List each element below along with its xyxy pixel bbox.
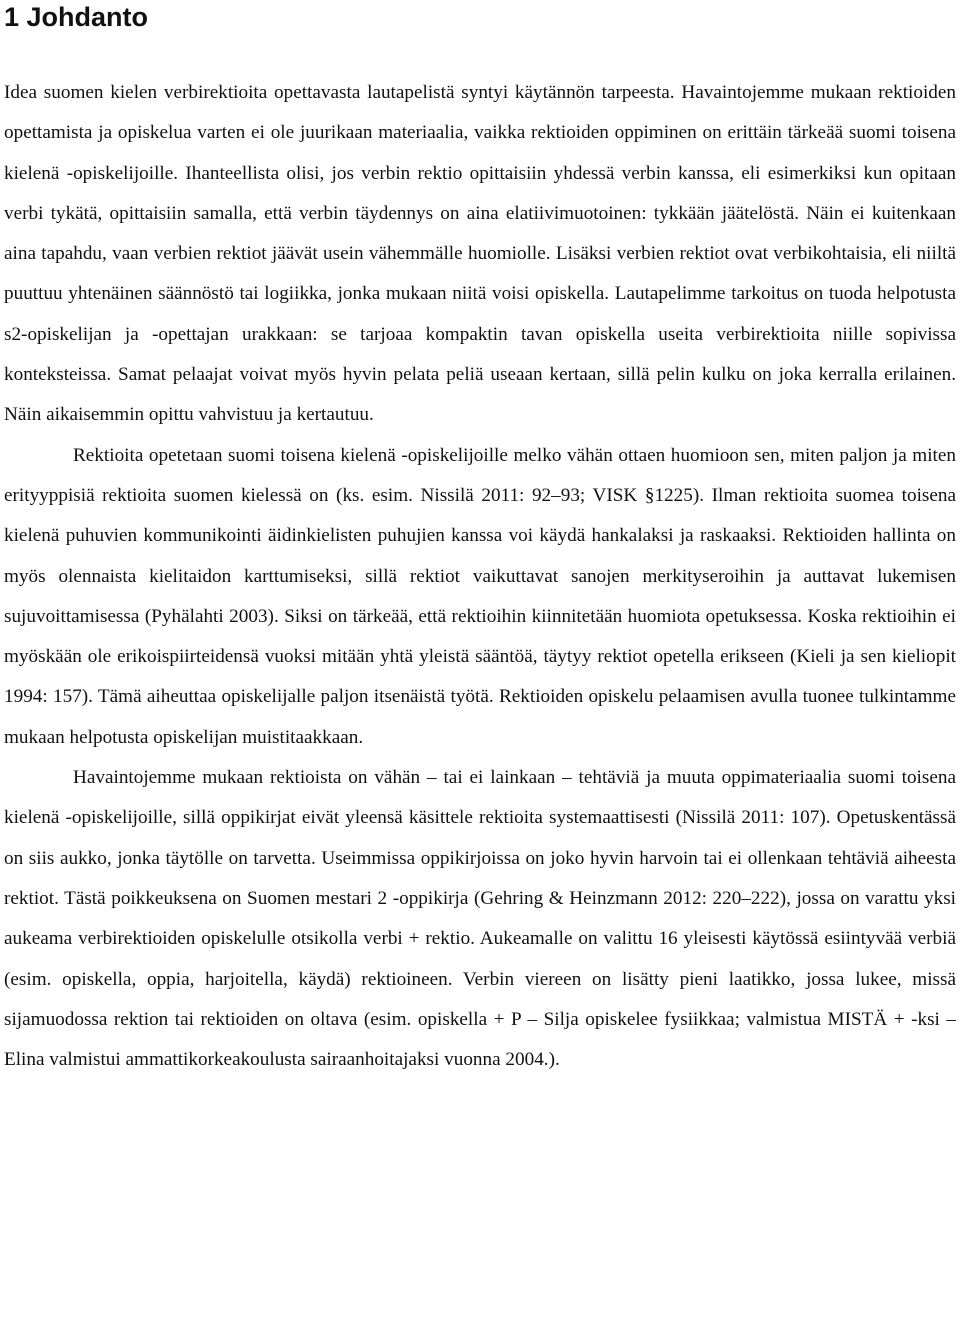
paragraph-1: Idea suomen kielen verbirektioita opettavasta lautapelistä syntyi käytännön tarpeesta. Havaintojemme mukaan rektioiden opettamista ja opiskelua varten ei ole juurikaan materiaalia, vaikka rektioiden oppiminen on erittäin tärkeää suomi toisena kielenä -opiskelijoille. Ihanteellista olisi, jos verbin rektio opittaisiin yhdessä verbin kanssa, eli esimerkiksi kun opitaan verbi tykätä, opittaisiin samalla, että verbin täydennys on aina elatiivimuotoinen: tykkään jäätelöstä. Näin ei kuitenkaan aina tapahdu, vaan verbien rektiot jäävät usein vähemmälle huomiolle. Lisäksi verbien rektiot ovat verbikohtaisia, eli niiltä puuttuu yhtenäinen säännöstö tai logiikka, jonka mukaan niitä voisi opiskella. Lautapelimme tarkoitus on tuoda helpotusta s2-opiskelijan ja -opettajan urakkaan: se tarjoaa kompaktin tavan opiskella useita verbirektioita niille sopivissa konteksteissa. Samat pelaajat voivat myös hyvin pelata peliä useaan kertaan, sillä pelin kulku on joka kerralla erilainen. Näin aikaisemmin opittu vahvistuu ja kertautuu. xyxy=(4,82,956,426)
body-text xyxy=(4,73,956,1080)
section-heading: 1 Johdanto xyxy=(4,2,149,32)
paragraph-2: Rektioita opetetaan suomi toisena kielenä -opiskelijoille melko vähän ottaen huomioon sen, miten paljon ja miten erityyppisiä rektioita suomen kielessä on (ks. esim. Nissilä 2011: 92–93; VISK §1225). Ilman rektioita suomea toisena kielenä puhuvien kommunikointi äidinkielisten puhujien kanssa voi käydä hankalaksi ja raskaaksi. Rektioiden hallinta on myös olennaista kielitaidon karttumiseksi, sillä rektiot vaikuttavat sanojen merkityseroihin ja auttavat lukemisen sujuvoittamisessa (Pyhälahti 2003). Siksi on tärkeää, että rektioihin kiinnitetään huomiota opetuksessa. Koska rektioihin ei myöskään ole erikoispiirteidensä vuoksi mitään yhtä yleistä sääntöä, täytyy rektiot opetella erikseen (Kieli ja sen kieliopit 1994: 157). Tämä aiheuttaa opiskelijalle paljon itsenäistä työtä. Rektioiden opiskelu pelaamisen avulla tuonee tulkintamme mukaan helpotusta opiskelijan muistitaakkaan. xyxy=(4,444,956,748)
paragraph-3: Havaintojemme mukaan rektioista on vähän – tai ei lainkaan – tehtäviä ja muuta oppimateriaalia suomi toisena kielenä -opiskelijoille, sillä oppikirjat eivät yleensä käsittele rektioita systemaattisesti (Nissilä 2011: 107). Opetuskentässä on siis aukko, jonka täytölle on tarvetta. Useimmissa oppikirjoissa on joko hyvin harvoin tai ei ollenkaan tehtäviä aiheesta rektiot. Tästä poikkeuksena on Suomen mestari 2 -oppikirja (Gehring & Heinzmann 2012: 220–222), jossa on varattu yksi aukeama verbirektioiden opiskelulle otsikolla verbi + rektio. Aukeamalle on valittu 16 yleisesti käytössä esiintyvää verbiä (esim. opiskella, oppia, harjoitella, käydä) rektioineen. Verbin viereen on lisätty pieni laatikko, jossa lukee, missä sijamuodossa rektion tai rektioiden on oltava (esim. opiskella + P – Silja opiskelee fysiikkaa; valmistua MISTÄ + -ksi – Elina valmistui ammattikorkeakoulusta sairaanhoitajaksi vuonna 2004.). xyxy=(4,767,956,1071)
